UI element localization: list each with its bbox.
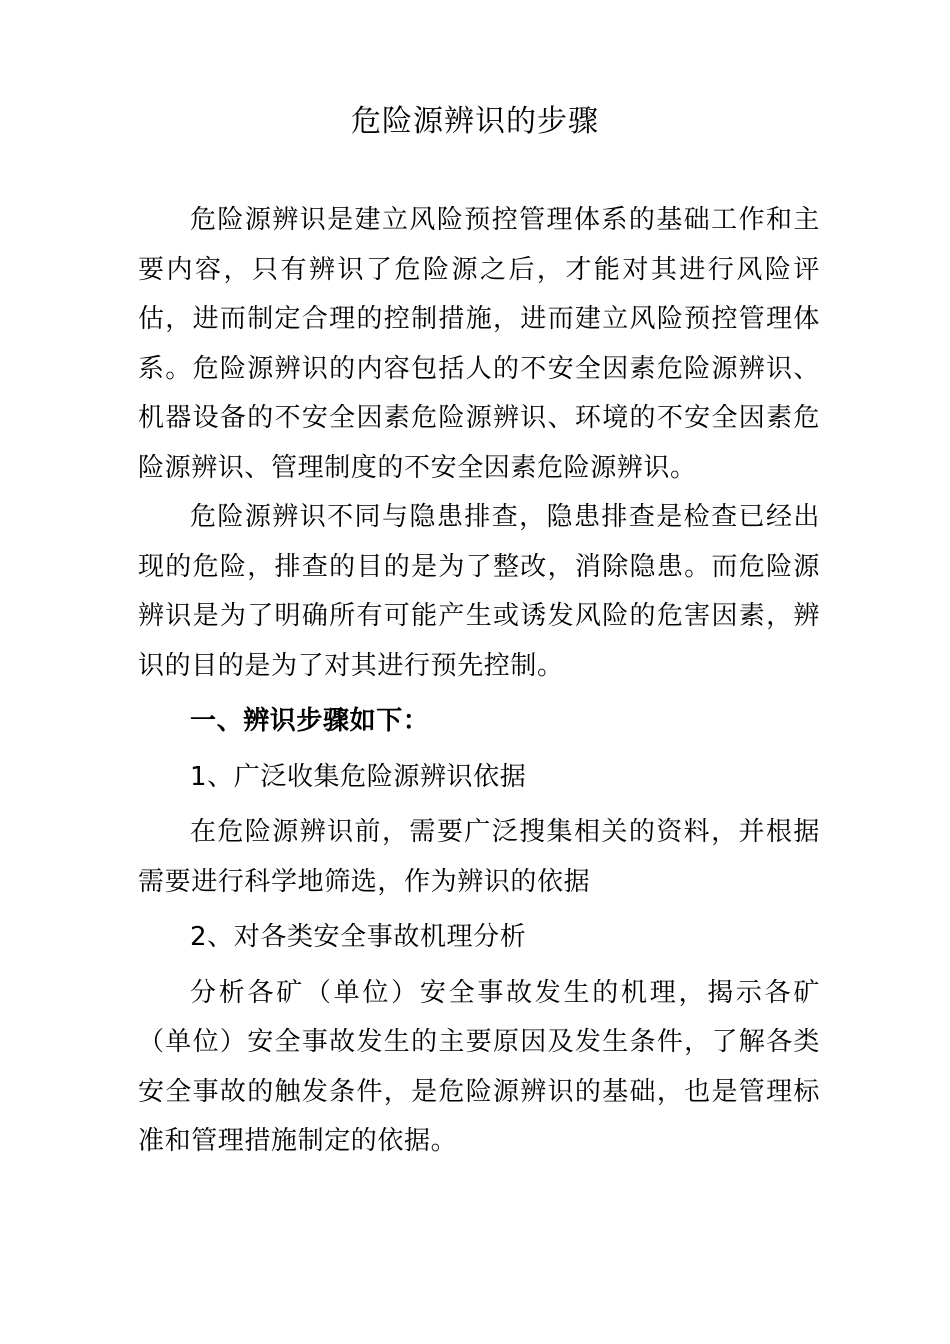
paragraph-intro: 危险源辨识是建立风险预控管理体系的基础工作和主要内容，只有辨识了危险源之后，才能对其进行风险评估，进而制定合理的控制措施，进而建立风险预控管理体系。危险源辨识的内容包括人的不安全因素危险源辨识、机器设备的不安全因素危险源辨识、环境的不安全因素危险源辨识、管理制度的不安全因素危险源辨识。 — [138, 205, 820, 483]
paragraph-step-2: 分析各矿（单位）安全事故发生的机理，揭示各矿（单位）安全事故发生的主要原因及发生条件，了解各类安全事故的触发条件，是危险源辨识的基础，也是管理标准和管理措施制定的依据。 — [138, 977, 820, 1156]
paragraph-difference: 危险源辨识不同与隐患排查，隐患排查是检查已经出现的危险，排查的目的是为了整改，消除隐患。而危险源辨识是为了明确所有可能产生或诱发风险的危害因素，辨识的目的是为了对其进行预先控制。 — [138, 502, 820, 681]
paragraph-step-1: 在危险源辨识前，需要广泛搜集相关的资料，并根据需要进行科学地筛选，作为辨识的依据 — [138, 817, 820, 897]
section-heading-steps: 一、辨识步骤如下： — [190, 706, 430, 736]
document-title: 危险源辨识的步骤 — [351, 104, 599, 139]
step-heading-1: 1、广泛收集危险源辨识依据 — [190, 761, 527, 792]
document-body — [138, 196, 820, 1167]
step-heading-2: 2、对各类安全事故机理分析 — [190, 922, 527, 952]
